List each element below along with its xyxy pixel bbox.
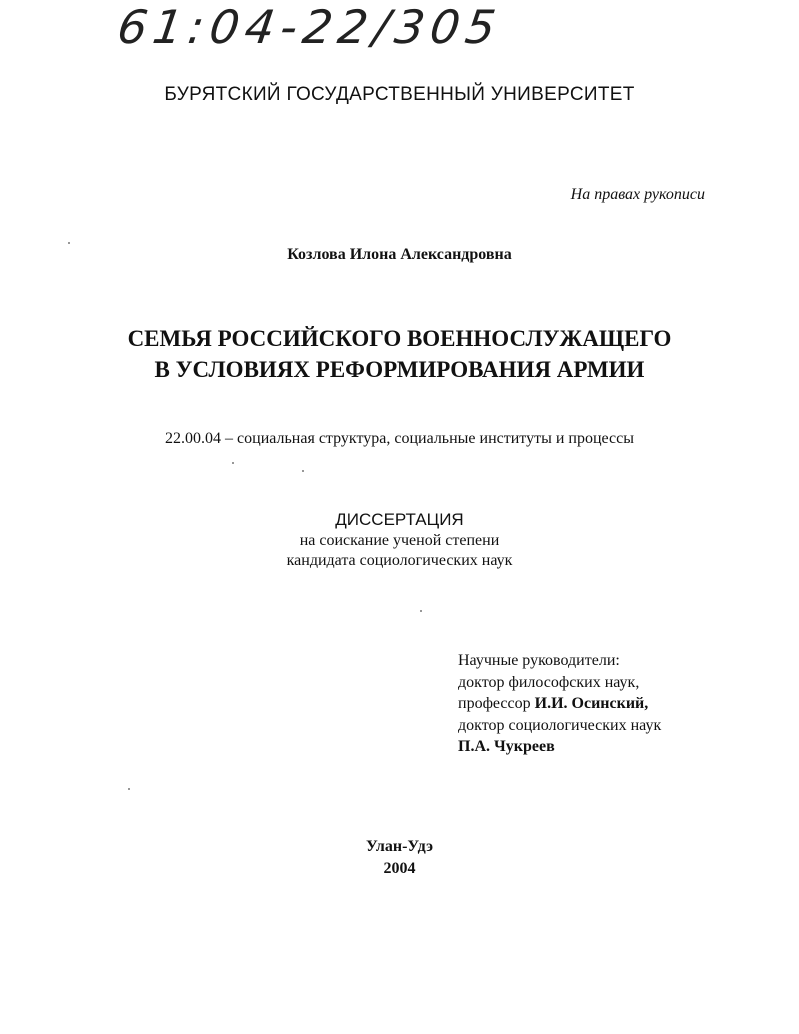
advisor2-name: П.А. Чукреев xyxy=(458,738,555,756)
dissertation-heading: ДИССЕРТАЦИЯ xyxy=(335,510,464,529)
degree-line-1: на соискание ученой степени xyxy=(299,532,500,549)
dissertation-title xyxy=(0,323,799,385)
scan-speck xyxy=(232,462,234,464)
advisors-heading: Научные руководители: xyxy=(458,652,620,669)
specialty-code: 22.00.04 – социальная структура, социальные институты и процессы xyxy=(165,430,634,447)
title-line-2: В УСЛОВИЯХ РЕФОРМИРОВАНИЯ АРМИИ xyxy=(154,357,645,382)
city: Улан-Удэ xyxy=(365,838,434,855)
author-name: Козлова Илона Александровна xyxy=(287,246,512,263)
advisor1-degree: доктор философских наук, xyxy=(458,673,640,691)
scientific-advisors xyxy=(458,650,661,758)
degree-line-2: кандидата социологических наук xyxy=(286,552,513,569)
advisor1-name: И.И. Осинский, xyxy=(534,695,649,713)
scan-speck xyxy=(68,242,70,244)
advisor2-degree: доктор социологических наук xyxy=(458,716,662,734)
scan-speck xyxy=(420,610,422,612)
year: 2004 xyxy=(383,860,416,877)
handwritten-registration-number: 61:04-22/305 xyxy=(114,0,505,54)
manuscript-rights-note: На правах рукописи xyxy=(570,186,705,203)
title-line-1: СЕМЬЯ РОССИЙСКОГО ВОЕННОСЛУЖАЩЕГО xyxy=(127,326,672,351)
university-name: БУРЯТСКИЙ ГОСУДАРСТВЕННЫЙ УНИВЕРСИТЕТ xyxy=(164,84,635,105)
scan-speck xyxy=(302,470,304,472)
advisor1-title: профессор xyxy=(458,695,535,713)
advisor1-line xyxy=(458,693,661,715)
scan-speck xyxy=(128,788,130,790)
